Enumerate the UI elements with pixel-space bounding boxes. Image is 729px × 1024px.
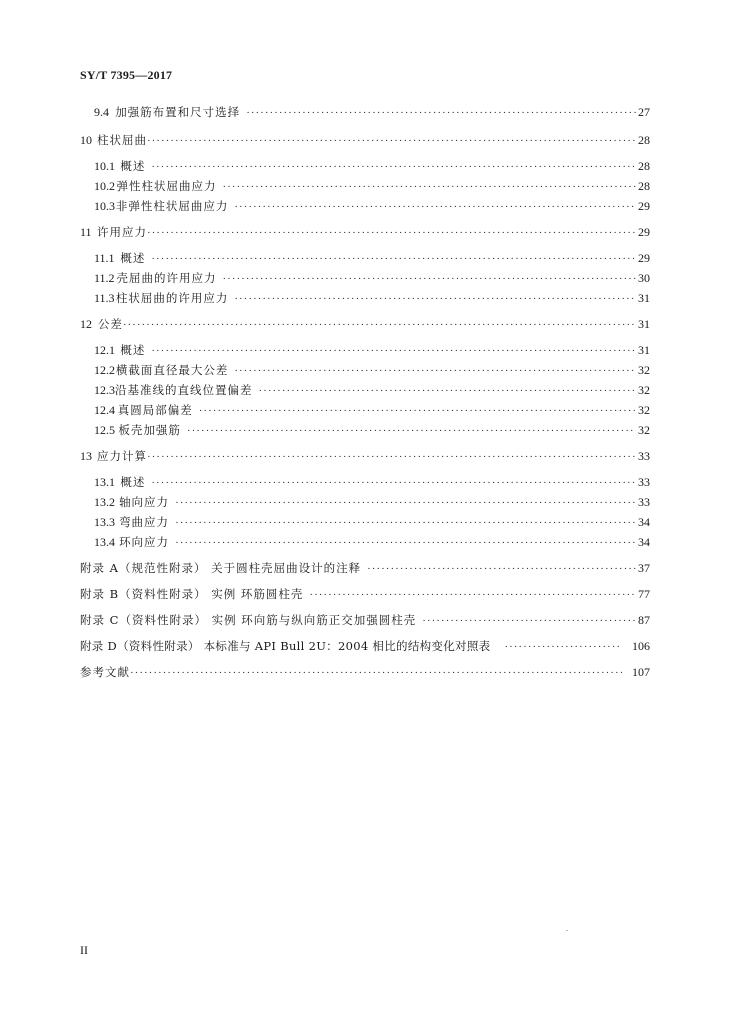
toc-number: 11.2 bbox=[94, 271, 115, 285]
dot-leader bbox=[175, 515, 636, 531]
toc-entry[interactable] bbox=[94, 514, 650, 530]
dot-leader bbox=[151, 251, 636, 267]
toc-title: 附录 D（资料性附录） 本标准与 API Bull 2U：2004 相比的结构变化对照表 bbox=[80, 639, 491, 653]
toc-number: 13.1 bbox=[94, 475, 115, 489]
toc-page-number: 34 bbox=[638, 535, 650, 549]
toc-page-number: 33 bbox=[638, 449, 650, 463]
dot-leader bbox=[147, 133, 636, 149]
page-number-footer: II bbox=[80, 943, 88, 957]
dot-leader bbox=[175, 495, 636, 511]
toc-entry[interactable] bbox=[80, 586, 650, 602]
dot-leader bbox=[367, 561, 636, 577]
toc-number: 13.2 bbox=[94, 495, 115, 509]
toc-page-number: 33 bbox=[638, 475, 650, 489]
toc-page-number: 32 bbox=[638, 383, 650, 397]
toc-entry[interactable] bbox=[94, 342, 650, 358]
toc-entry[interactable] bbox=[94, 198, 650, 214]
toc-title: 沿基准线的直线位置偏差 bbox=[115, 383, 253, 397]
toc-page-number: 32 bbox=[638, 423, 650, 437]
toc-entry[interactable] bbox=[94, 270, 650, 286]
toc-entry[interactable] bbox=[94, 402, 650, 418]
toc-number: 10.3 bbox=[94, 199, 115, 213]
toc-page-number: 106 bbox=[632, 639, 650, 653]
toc-title: 弹性柱状屈曲应力 bbox=[116, 179, 217, 193]
dot-leader bbox=[147, 449, 636, 465]
dot-leader bbox=[147, 225, 636, 241]
toc-number: 11.1 bbox=[94, 251, 115, 265]
toc-page-number: 32 bbox=[638, 363, 650, 377]
dot-leader bbox=[151, 159, 636, 175]
toc-number: 10.2 bbox=[94, 179, 115, 193]
toc-entry[interactable] bbox=[94, 178, 650, 194]
toc-title: 应力计算 bbox=[96, 449, 147, 463]
toc-entry[interactable] bbox=[80, 612, 650, 628]
toc-entry[interactable] bbox=[94, 104, 650, 120]
dot-leader bbox=[504, 639, 622, 655]
dot-leader bbox=[234, 363, 636, 379]
dot-leader bbox=[246, 105, 636, 121]
toc-title: 非弹性柱状屈曲应力 bbox=[115, 199, 229, 213]
toc-title: 参考文献 bbox=[80, 665, 130, 679]
toc-entry[interactable] bbox=[80, 132, 650, 148]
toc-entry[interactable] bbox=[94, 290, 650, 306]
toc-title: 柱状屈曲的许用应力 bbox=[115, 291, 229, 305]
toc-number: 9.4 bbox=[94, 105, 109, 119]
toc-entry[interactable] bbox=[94, 362, 650, 378]
dot-leader bbox=[222, 179, 636, 195]
toc-page-number: 28 bbox=[638, 179, 650, 193]
toc-page-number: 107 bbox=[632, 665, 650, 679]
toc-entry[interactable] bbox=[80, 448, 650, 464]
toc-page-number: 34 bbox=[638, 515, 650, 529]
toc-number: 13.4 bbox=[94, 535, 115, 549]
toc-page-number: 31 bbox=[638, 317, 650, 331]
toc-page-number: 30 bbox=[638, 271, 650, 285]
toc-title: 真圆局部偏差 bbox=[117, 403, 193, 417]
dot-leader bbox=[151, 343, 636, 359]
toc-entry[interactable] bbox=[80, 664, 650, 680]
toc-entry[interactable] bbox=[80, 560, 650, 576]
toc-page-number: 77 bbox=[638, 587, 650, 601]
toc-title: 柱状屈曲 bbox=[96, 133, 147, 147]
toc-title: 附录 A（规范性附录） 关于圆柱壳屈曲设计的注释 bbox=[80, 561, 362, 575]
dot-leader bbox=[222, 271, 636, 287]
toc-entry[interactable] bbox=[94, 382, 650, 398]
toc-entry[interactable] bbox=[80, 638, 650, 654]
toc-number: 10 bbox=[80, 133, 92, 147]
toc-entry[interactable] bbox=[94, 474, 650, 490]
toc-entry[interactable] bbox=[94, 250, 650, 266]
toc-page-number: 87 bbox=[638, 613, 650, 627]
toc-title: 概述 bbox=[120, 343, 146, 357]
toc-title: 概述 bbox=[120, 475, 146, 489]
toc-title: 轴向应力 bbox=[119, 495, 170, 509]
toc-title: 壳屈曲的许用应力 bbox=[116, 271, 217, 285]
toc-number: 12.4 bbox=[94, 403, 115, 417]
toc-page-number: 28 bbox=[638, 159, 650, 173]
toc-entry[interactable] bbox=[94, 422, 650, 438]
dot-leader bbox=[259, 383, 637, 399]
toc-title: 概述 bbox=[120, 251, 146, 265]
toc-page-number: 33 bbox=[638, 495, 650, 509]
toc-title: 板壳加强筋 bbox=[118, 423, 181, 437]
document-code: SY/T 7395—2017 bbox=[80, 68, 173, 82]
toc-page-number: 37 bbox=[638, 561, 650, 575]
toc-number: 12.3 bbox=[94, 383, 115, 397]
toc-title: 附录 C（资料性附录） 实例 环向筋与纵向筋正交加强圆柱壳 bbox=[80, 613, 417, 627]
dot-leader bbox=[175, 535, 636, 551]
dot-leader bbox=[130, 665, 622, 681]
toc-number: 12.1 bbox=[94, 343, 115, 357]
dot-leader bbox=[151, 475, 636, 491]
toc-entry[interactable] bbox=[80, 316, 650, 332]
toc-title: 公差 bbox=[97, 317, 123, 331]
toc-page-number: 31 bbox=[638, 343, 650, 357]
toc-number: 12 bbox=[80, 317, 92, 331]
toc-page-number: 32 bbox=[638, 403, 650, 417]
toc-title: 弯曲应力 bbox=[119, 515, 170, 529]
toc-number: 10.1 bbox=[94, 159, 115, 173]
toc-title: 概述 bbox=[120, 159, 146, 173]
toc-page-number: 27 bbox=[638, 105, 650, 119]
dot-leader bbox=[234, 199, 636, 215]
toc-entry[interactable] bbox=[94, 494, 650, 510]
toc-title: 许用应力 bbox=[96, 225, 147, 239]
dot-leader bbox=[123, 317, 636, 333]
scan-speck bbox=[566, 930, 568, 931]
toc-title: 环向应力 bbox=[119, 535, 170, 549]
toc-page-number: 31 bbox=[638, 291, 650, 305]
toc-page-number: 29 bbox=[638, 251, 650, 265]
dot-leader bbox=[234, 291, 636, 307]
toc-number: 12.2 bbox=[94, 363, 115, 377]
toc-title: 横截面直径最大公差 bbox=[115, 363, 229, 377]
toc-number: 12.5 bbox=[94, 423, 115, 437]
toc-entry[interactable] bbox=[80, 224, 650, 240]
toc-number: 11.3 bbox=[94, 291, 115, 305]
toc-entry[interactable] bbox=[94, 158, 650, 174]
toc-entry[interactable] bbox=[94, 534, 650, 550]
dot-leader bbox=[187, 423, 636, 439]
dot-leader bbox=[309, 587, 636, 603]
dot-leader bbox=[422, 613, 636, 629]
toc-number: 11 bbox=[80, 225, 92, 239]
toc-page-number: 29 bbox=[638, 199, 650, 213]
toc-title: 附录 B（资料性附录） 实例 环筋圆柱壳 bbox=[80, 587, 304, 601]
toc-number: 13.3 bbox=[94, 515, 115, 529]
dot-leader bbox=[199, 403, 636, 419]
toc-number: 13 bbox=[80, 449, 92, 463]
toc-title: 加强筋布置和尺寸选择 bbox=[115, 105, 241, 119]
toc-page-number: 28 bbox=[638, 133, 650, 147]
toc-page-number: 29 bbox=[638, 225, 650, 239]
